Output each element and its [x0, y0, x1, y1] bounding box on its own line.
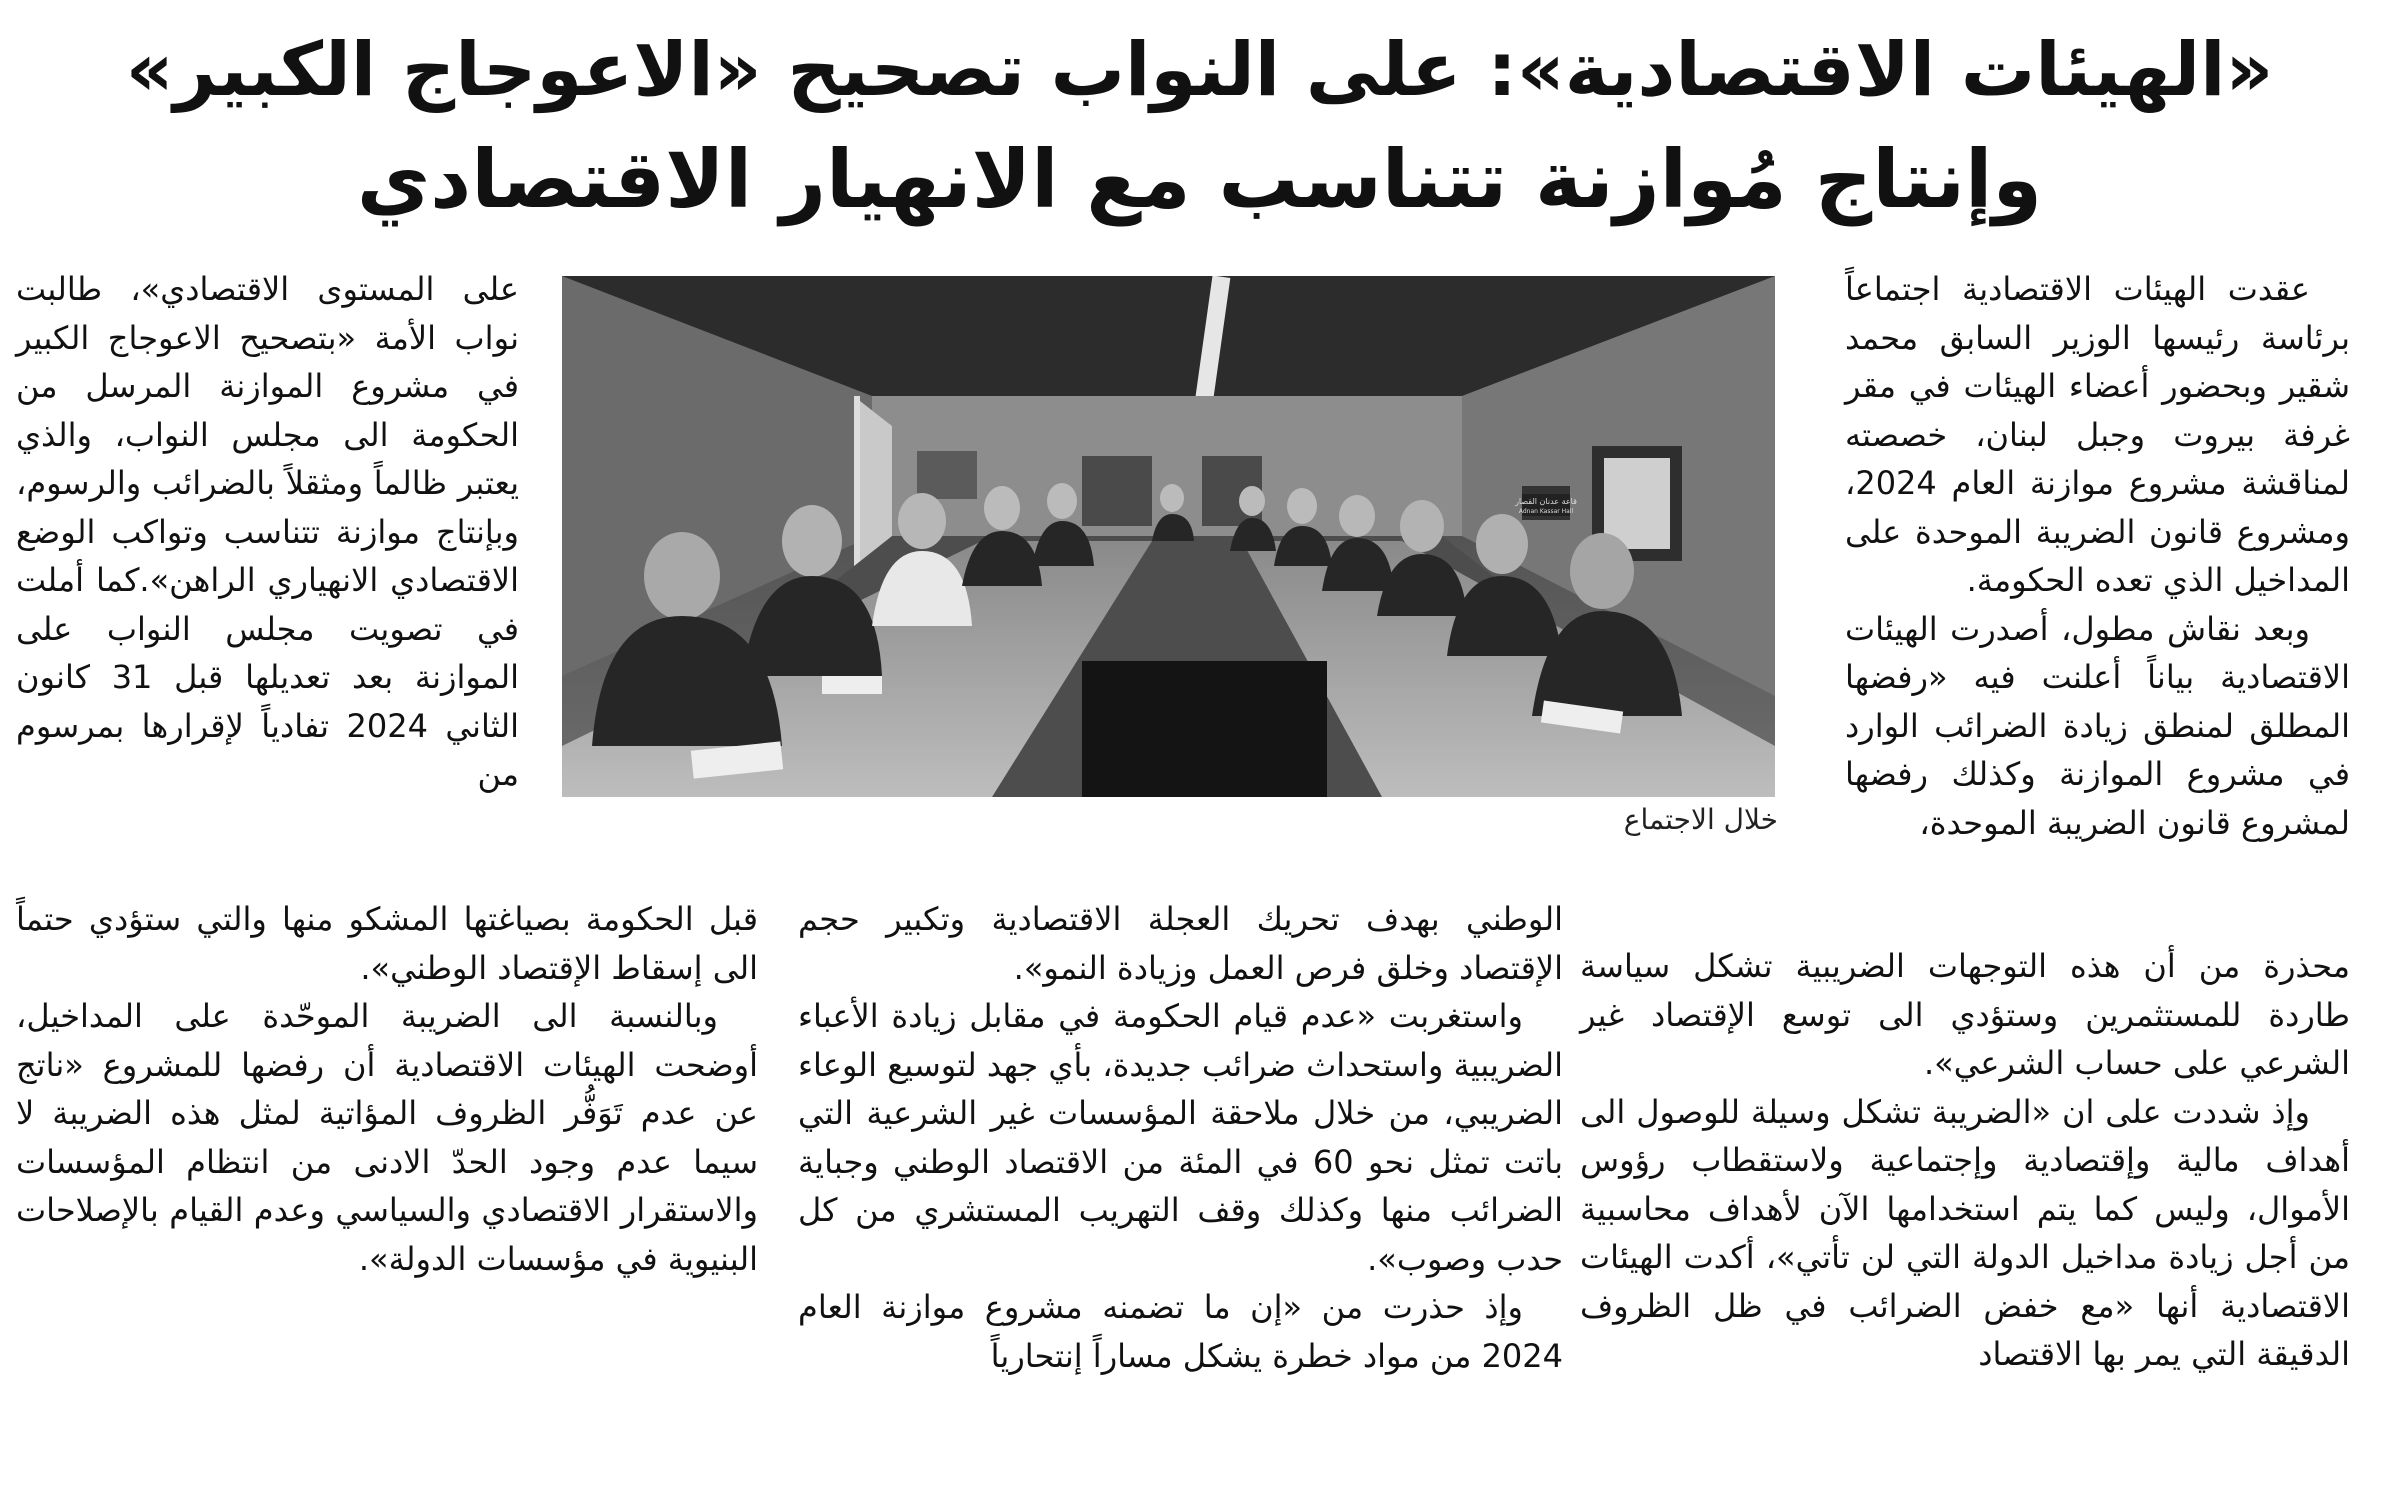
hall-sign-arabic: قاعة عدنان القصار [1515, 497, 1577, 506]
article-column-lower-right [1580, 942, 2350, 1379]
paragraph: على المستوى الاقتصادي»، طالبت نواب الأمة «بتصحيح الاعوجاج الكبير في مشروع الموازنة المرسل من الحكومة الى مجلس النواب، والذي يعتبر ظالماً ومثقلاً بالضرائب والرسوم، وبإنتاج موازنة تتناسب وتواكب الوضع الاقتصادي الانهياري الراهن».كما أملت في تصويت مجلس النواب على الموازنة بعد تعديلها قبل 31 كانون الثاني 2024 تفادياً لإقرارها بمرسوم من [16, 270, 520, 793]
headline-line-2: وإنتاج مُوازنة تتناسب مع الانهيار الاقتصادي [356, 133, 2043, 226]
meeting-photo [562, 276, 1775, 797]
meeting-photo-illustration [562, 276, 1775, 797]
article-column-right [1845, 265, 2350, 847]
paragraph: واستغربت «عدم قيام الحكومة في مقابل زيادة الأعباء الضريبية واستحداث ضرائب جديدة، بأي جهد لتوسيع الوعاء الضريبي، من خلال ملاحقة المؤسسات غير الشرعية التي باتت تمثل نحو 60 في المئة من الاقتصاد الوطني وجباية الضرائب منها وكذلك وقف التهريب المستشري من كل حدب وصوب». [798, 997, 1564, 1278]
paragraph: الوطني بهدف تحريك العجلة الاقتصادية وتكبير حجم الإقتصاد وخلق فرص العمل وزيادة النمو». [798, 900, 1563, 987]
headline-line-1: «الهيئات الاقتصادية»: على النواب تصحيح «الاعوجاج الكبير» [125, 27, 2274, 113]
paragraph: قبل الحكومة بصياغتها المشكو منها والتي ستؤدي حتماً الى إسقاط الإقتصاد الوطني». [16, 900, 758, 987]
article-column-middle [798, 895, 1563, 1380]
paragraph: وإذ حذرت من «إن ما تضمنه مشروع موازنة العام 2024 من مواد خطرة يشكل مساراً إنتحارياً [798, 1288, 1563, 1375]
article-column-left-lower [16, 895, 758, 1283]
photo-caption: خلال الاجتماع [1623, 803, 1778, 836]
paragraph: عقدت الهيئات الاقتصادية اجتماعاً برئاسة رئيسها الوزير السابق محمد شقير وبحضور أعضاء الهيئات في مقر غرفة بيروت وجبل لبنان، خصصته لمناقشة مشروع موازنة العام 2024، ومشروع قانون الضريبة الموحدة على المداخيل الذي تعده الحكومة. [1845, 270, 2350, 599]
paragraph: وبعد نقاش مطول، أصدرت الهيئات الاقتصادية بياناً أعلنت فيه «رفضها المطلق لمنطق زيادة الضرائب الوارد في مشروع الموازنة وكذلك رفضها لمشروع قانون الضريبة الموحدة، [1845, 609, 2350, 842]
paragraph: وإذ شددت على ان «الضريبة تشكل وسيلة للوصول الى أهداف مالية وإقتصادية وإجتماعية ولاستقطاب رؤوس الأموال، وليس كما يتم استخدامها الآن لأهداف محاسبية من أجل زيادة مداخيل الدولة التي لن تأتي»، أكدت الهيئات الاقتصادية أنها «مع خفض الضرائب في ظل الظروف الدقيقة التي يمر بها الاقتصاد [1580, 1092, 2350, 1373]
paragraph: محذرة من أن هذه التوجهات الضريبية تشكل سياسة طاردة للمستثمرين وستؤدي الى توسع الإقتصاد غير الشرعي على حساب الشرعي». [1580, 947, 2350, 1082]
paragraph: وبالنسبة الى الضريبة الموحّدة على المداخيل، أوضحت الهيئات الاقتصادية أن رفضها للمشروع «ناتج عن عدم تَوَفُّر الظروف المؤاتية لمثل هذه الضريبة لا سيما عدم وجود الحدّ الادنى من انتظام المؤسسات والاستقرار الاقتصادي والسياسي وعدم القيام بالإصلاحات البنيوية في مؤسسات الدولة». [16, 997, 758, 1278]
article-column-left [16, 265, 519, 799]
hall-sign-english: Adnan Kassar Hall [1518, 508, 1574, 515]
